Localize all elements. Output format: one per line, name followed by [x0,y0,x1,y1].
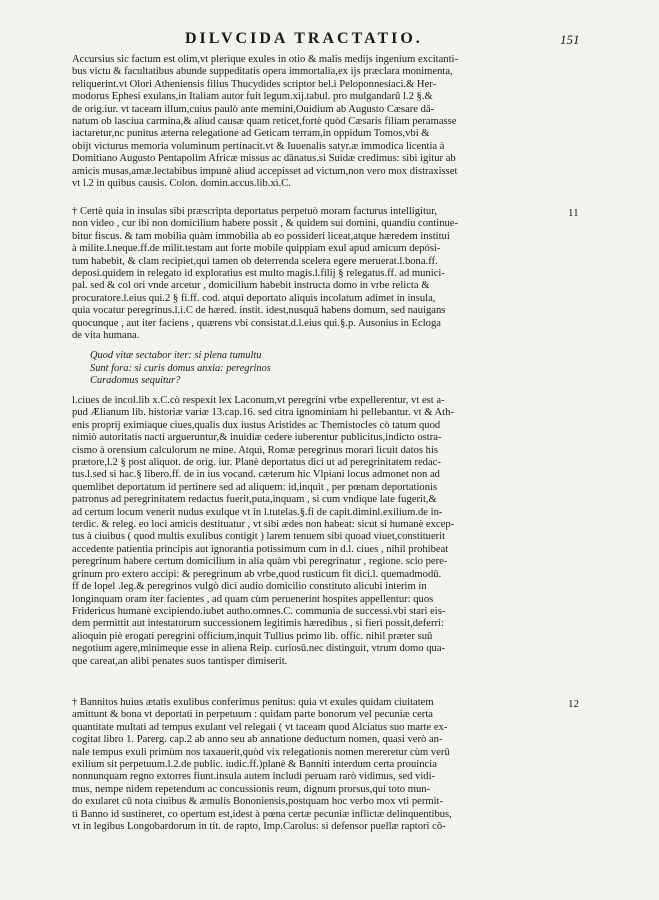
text-line: mus, nempe nidem repetendum ac concussionis reum, dignum prorsus,qui toto mun- [72,783,431,795]
verse-line: Sunt fora: si curis domus anxia: peregrinos [90,362,271,374]
text-line: natum ob lasciua carmina,& aliud causæ quam reticet,fortè quòd Cæsaris filiam peramasse [72,116,457,128]
text-line: longinquam oram iter facientes , ad quam cùm peruenerint hospites appellentur: quos [72,593,434,605]
text-line: quocunque , aut iter faciens , quærens vbi consistat.d.l.eius qui.§.p. Ausonius in Ecloga [72,317,441,329]
text-line: Accursius sic factum est olim,vt plerique exules in otio & malis medijs ingenium excitanti- [72,54,459,65]
text-line: deposi.quidem in relegato id exploratius est multo magis.l.filij § relegatus.ff. ad munici- [72,268,445,280]
margin-note: 12 [568,698,579,710]
text-line: bus victu & facultatibus abunde suppeditatis opera immortalia,ex ijs præclara monimenta, [72,66,453,78]
text-line: † Certè quia in insulas sibi præscripta deportatus perpetuò moram facturus intelligitur, [72,206,437,217]
text-line: cismo à orensium calculorum ne mine. Atqui, Romæ peregrinus morari licuit datos his [72,444,439,456]
text-line: accedente patientia principis aut ignorantia potissimum cum in d.l. ciues , nihil prohibeat [72,543,449,555]
text-line: bitur fiscus. & tam mobilia quàm immobilia ab eo possideri liceat,atque hæredem institui [72,230,450,242]
text-line: amicis musas,amæ.lectabibus impunè aliud accepisset ad victum,non vero mox distraxisset [72,165,458,177]
text-line: modorus Ephesi exulans,in Italiam autor fuit legum.xij.tabul. pro mulgandarū l.2 §.& [72,91,433,103]
text-line: alioquin piè erogati peregrini officium,inquit Tullius primo lib. offic. nihil præter suū [72,630,433,642]
page-number: 151 [560,32,580,47]
text-line: patronus ad peregrinitatem redactus fuerit,puta,inquam , si cum vndique late fugerit,& [72,494,437,506]
text-line: tus à ciuibus ( quod multis exulibus contigit ) larem tenuem sibi quoad viuet,constituerit [72,531,446,543]
text-line: reliquerint.vt Olori Atheniensis filius Thucydides scriptor bel.i Peloponnesiaci.& Her- [72,78,437,90]
text-line: ti Banno id sustineret, co opertum est,idest à pœna certæ pecuniæ inflictæ delinquentibus, [72,808,452,820]
text-line: do exularet cū nota ciuibus & æmulis Bononiensis,postquam hoc verbo mox vti permit- [72,796,444,808]
paragraph-1 [72,54,552,190]
text-line: l.ciues de incol.lib x.C.cò respexit lex Laconum,vt peregrini vrbe expellerentur, vt est a- [72,395,445,406]
text-line: † Bannitos huius ætatis exulibus conferimus penitus: quia vt exules quidam ciuitatem [72,697,434,708]
text-line: negotium agere,minimeque esse in aliena Reip. curiosū.nec distinguit, vtrum domo qua- [72,643,446,655]
text-line: vt l.2 in quibus causis. Colon. domin.accus.lib.xi.C. [72,178,291,190]
text-line: peregrinum habere certum domicilium in alia quàm vbi peregrinatur , regione. scio pere- [72,556,448,568]
text-line: pal. sed & col ori vnde arcetur , domicilium habebit instructa domo in vrbe relicta & [72,280,430,292]
text-line: grinum pro extero accipi: & peregrinum ab vrbe,quod rusticum fit dici.l. quemadmodū. [72,568,442,580]
text-line: pud Ælianum lib. historiæ variæ 13.cap.16. sed citra ignominiam hi pellebantur. vt & Ath- [72,407,454,419]
text-line: tum habebit, & clam recipiet,qui tamen ob deterrenda scelera egere meruerat.l.bona.ff. [72,255,438,267]
text-line: quantitate multati ad tempus exulant vel relegati ( vt taceam quod Alciatus suo marte ex- [72,721,448,733]
text-line: de orig.iur. vt taceam illum,cuius paulò ante memini,Ouidium ab Augusto Cæsare dā- [72,103,435,115]
verse-quote [90,350,271,388]
text-line: quemlibet deportatum id pertinere sed ad aliquem: id,inquit , per pœnam deportationis [72,481,438,493]
text-line: enis proprij eximiaque ciues,qualis dux iustus Aristides ac Themistocles cò tatum quod [72,419,441,431]
text-line: exilium sit perpetuum.l.2.de public. iudic.ff.)planè & Banniti interdum certa prouincia [72,759,437,771]
paragraph-4 [72,697,552,833]
text-line: procuratore.l.eius qui.2 § fi.ff. cod. atqui deportato aliquis incolatum adimet in insula, [72,292,436,304]
text-line: terdic. & releg. eo loci amicis destituatur , vt sibi ædes non habeat: sicut si humanè excep- [72,519,455,531]
text-line: Domitiano Augusto Pentapolim Africæ missus ac dānatus.si Suidæ credimus: sibi igitur ab [72,153,456,165]
text-line: tus.l.sed si hac.§ libero.ff. de in ius vocand. cæterum hic Vlpiani locus admonet non ad [72,469,440,481]
verse-line: Curadomus sequitur? [90,375,181,387]
text-line: vt in legibus Longobardorum in tit. de rapto, Imp.Carolus: si defensor puellæ raptori cō- [72,821,446,833]
verse-line: Quod vitæ sectabor iter: si plena tumultu [90,350,262,361]
text-line: amittunt & bona vt deportati in perpetuum : quidam parte bonorum vel pecuniæ certa [72,709,433,721]
margin-note: 11 [568,207,579,219]
text-line: de vita humana. [72,330,140,342]
text-line: nonnunquam regno extorres fiunt.insula autem includi peruam rarò vidimus, sed vidi- [72,771,436,783]
text-line: que careat,an alibi penates suos tantisper dimiserit. [72,655,288,667]
text-line: prætore,l.2 § post aliquot. de orig. iur. Planè deportatus dici ut ad peregrinitatem redac- [72,457,441,469]
text-line: nimiò autoritatis nacti argueruntur,& inuidiæ cedere iuberentur publicitus,indicto ostra- [72,432,442,444]
text-line: à milite.l.neque.ff.de milit.testam aut forte mobile quippiam exul apud amicum depósi- [72,243,441,255]
paragraph-3 [72,395,552,668]
text-line: ad certum locum venerit nudus exulque vt in l.tutelas.§.fi de capit.diminl.exilium.de in- [72,506,443,518]
text-line: quia vocatur peregrinus.l.i.C de hæred. instit. idest,nusquā habens domum, sed nauigans [72,305,446,317]
paragraph-2 [72,206,552,342]
text-line: cogitat libro 1. Parerg. cap.2 ab anno seu ab annatione deductum nomen, quasi verò an- [72,734,443,746]
text-line: non video , cur ibi non domicilium habere possit , & quidem sui domini, quandiu continue- [72,218,459,230]
text-line: ff de lopel .leg.& peregrinos vulgò dici audio domicilio constituto alicubi interim in [72,581,427,593]
running-header [0,30,659,50]
text-line: iactaretur,nc punitus æterna relegatione ad Geticam terram,in oppidum Tomos,vbi & [72,128,430,140]
text-line: dem permittit aut intestatorum successionem legitimis hæredibus , si fieri possit,deferri: [72,618,444,630]
text-line: obijt victurus memoria voluminum pertinacit.vt & Iuuenalis satyr.æ immodica licentia à [72,140,445,152]
running-title: DILVCIDA TRACTATIO. [185,30,423,47]
text-line: nale tempus exuli primùm nos taxauerit,quòd vix relegationis nomen mereretur cùm verū [72,746,450,758]
text-line: Fridericus humanè excipiendo.iubet autho.omnes.C. communia de successi.vbi stari eis- [72,605,446,617]
